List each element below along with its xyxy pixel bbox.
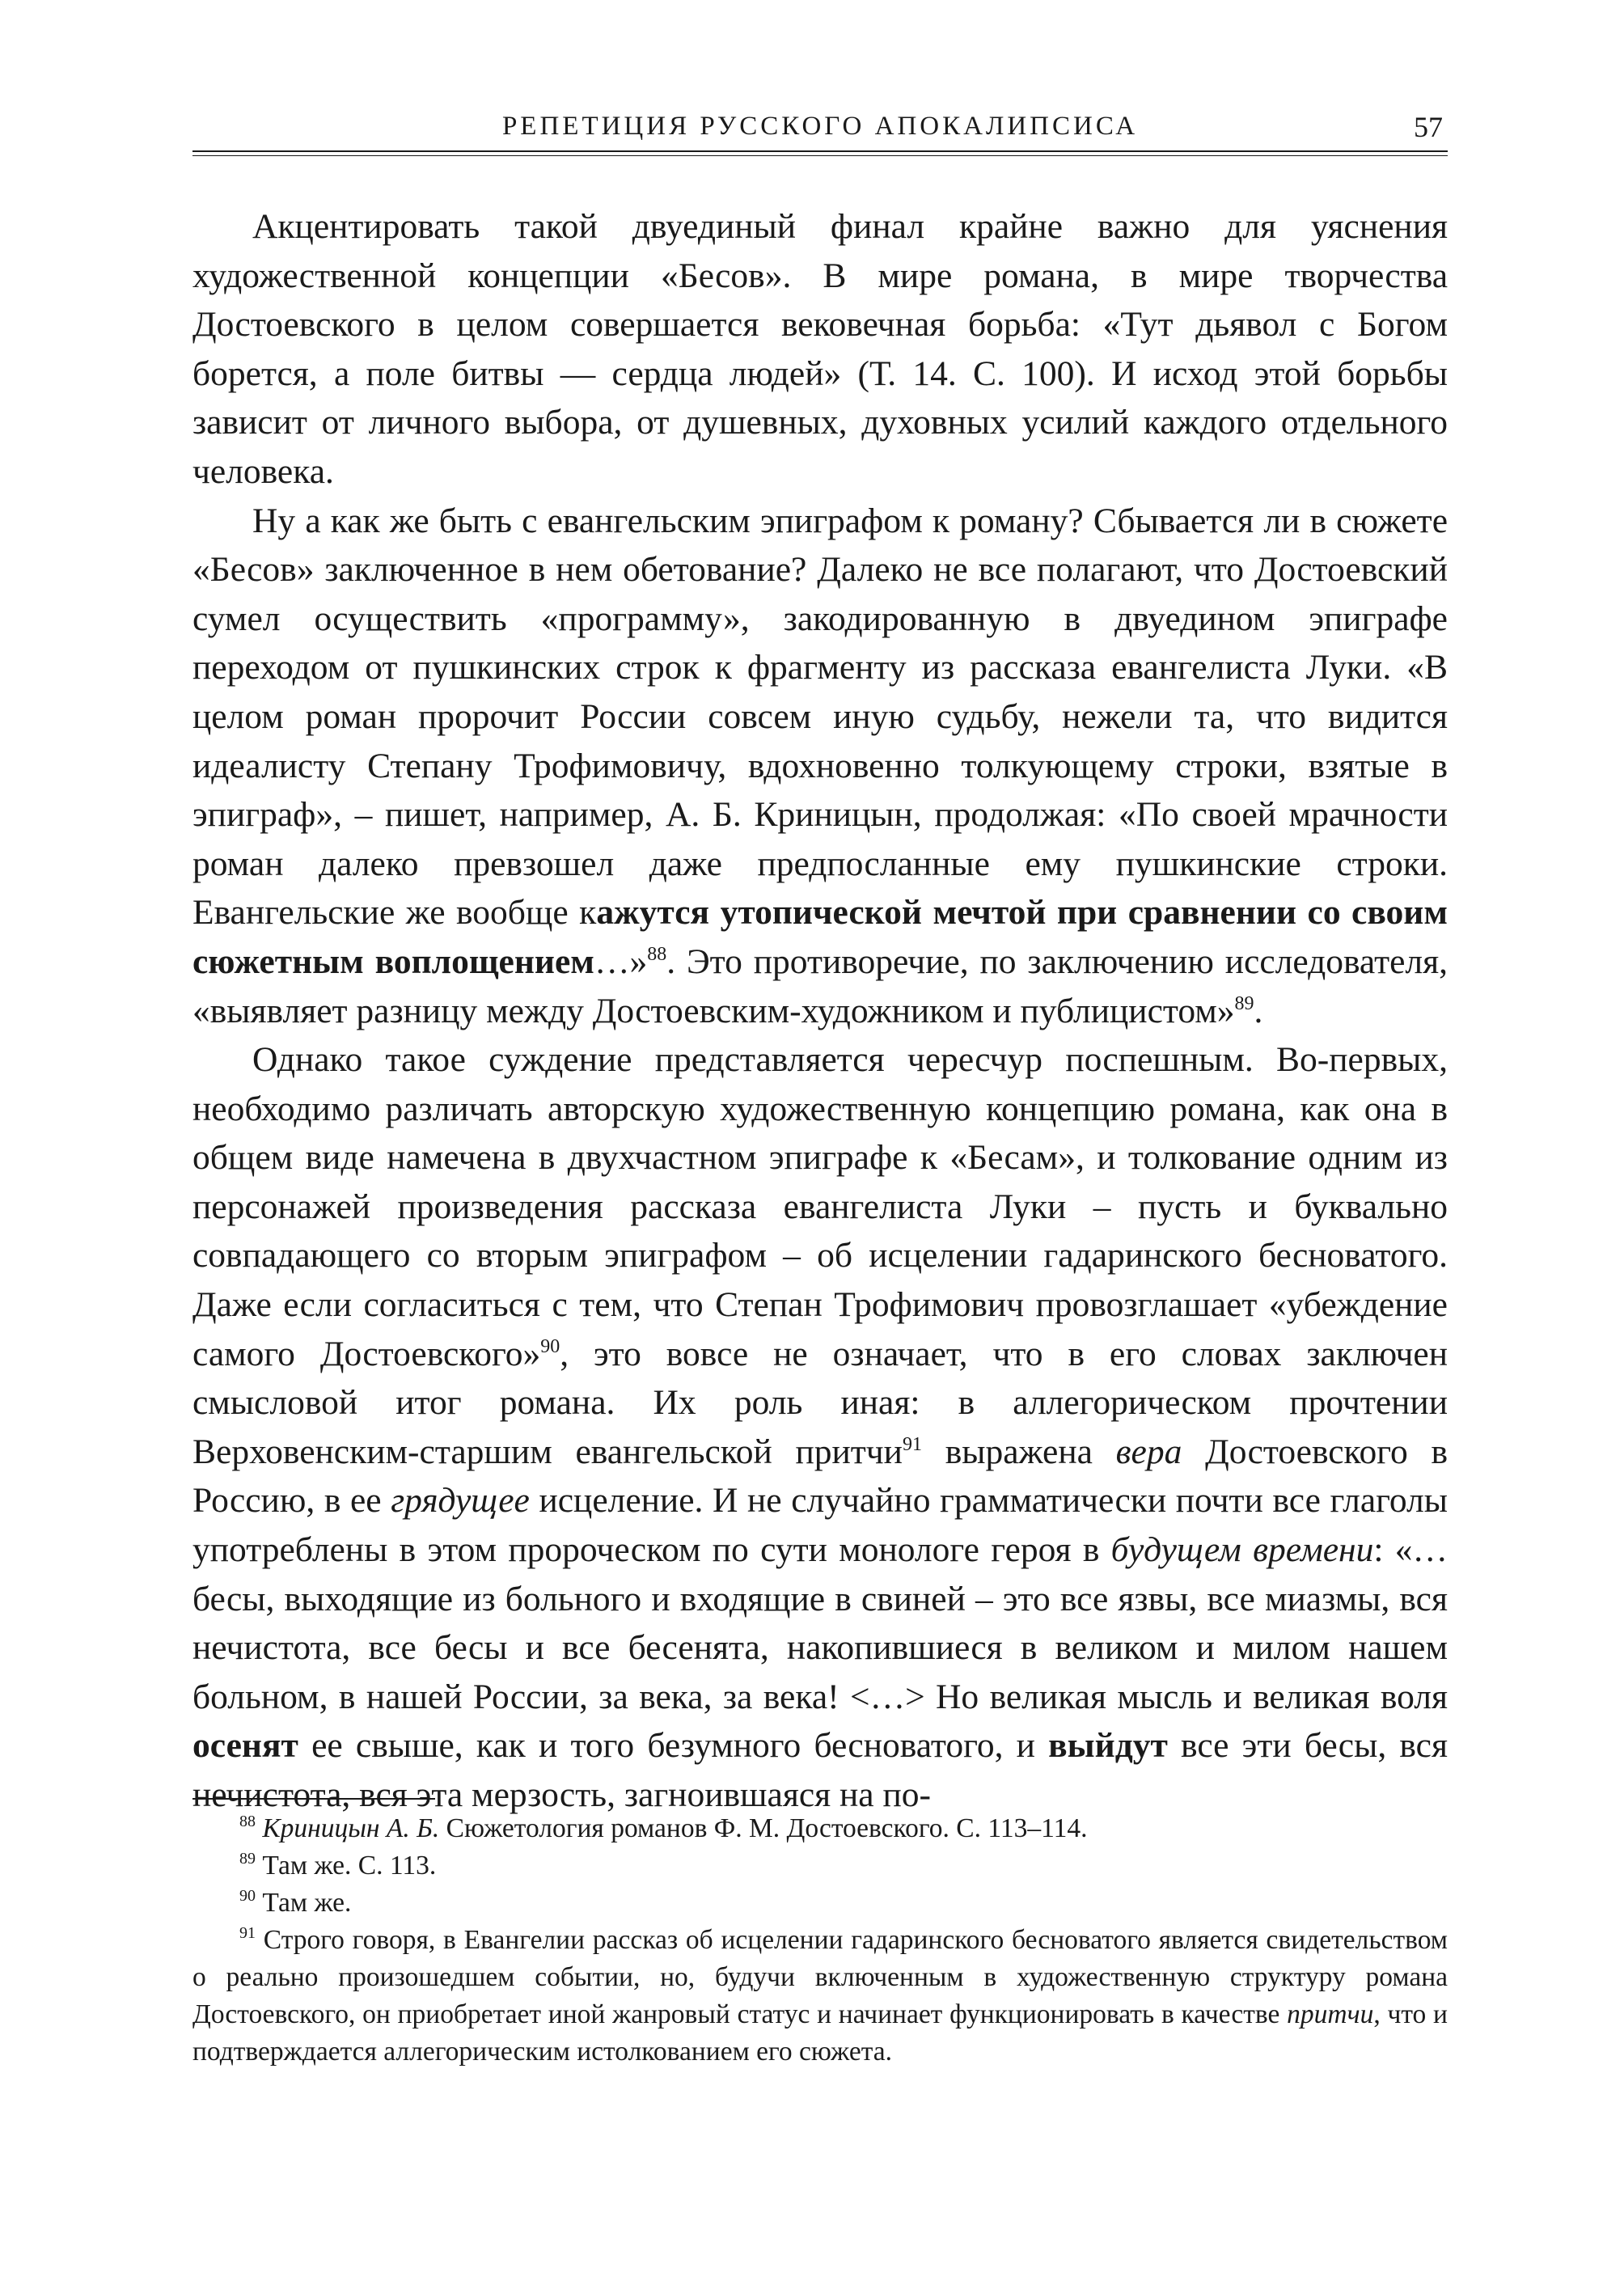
text-run: исцеление. И не случайно грамматически почти все глаголы употреблены в этом пророческом по сути монологе героя в bbox=[192, 1481, 1448, 1570]
footnote-89 bbox=[192, 1847, 1448, 1885]
text-run: …» bbox=[594, 941, 648, 981]
footnote-marker: 88 bbox=[239, 1813, 256, 1830]
footnote-90 bbox=[192, 1885, 1448, 1922]
footnote-91 bbox=[192, 1922, 1448, 2071]
header-rule bbox=[192, 155, 1448, 156]
running-title: РЕПЕТИЦИЯ РУССКОГО АПОКАЛИПСИСА bbox=[501, 112, 1139, 141]
paragraph-3 bbox=[192, 1035, 1448, 1820]
italic-emphasis: Криницын А. Б. bbox=[262, 1813, 440, 1843]
main-text bbox=[192, 202, 1448, 1820]
text-run: Однако такое суждение представляется чересчур поспешным. Во-первых, необходимо различать авторскую художественную концепцию романа, как она в общем виде намечена в двухчастном эпиграфе к «Бесам», и толкование одним из персонажей произведения рассказа евангелиста Луки – пусть и буквально совпадающего со вторым эпиграфом – об исцелении гадаринского бесноватого. Даже если согласиться с тем, что Степан Трофимович провозглашает «убеждение самого Достоевского» bbox=[192, 1040, 1448, 1373]
italic-emphasis: вера bbox=[1115, 1432, 1182, 1471]
bold-emphasis: осенят bbox=[192, 1726, 298, 1766]
text-run: Достоевского в Россию, в ее bbox=[192, 1432, 1448, 1521]
text-run: Там же. С. 113. bbox=[256, 1851, 437, 1881]
bold-emphasis: выйдут bbox=[1048, 1726, 1168, 1766]
italic-emphasis: будущем времени bbox=[1110, 1530, 1374, 1570]
text-run: Строго говоря, в Евангелии рассказ об исцелении гадаринского бесноватого является свидетельством о реально произошедшем событии, но, будучи включенным в художественную структуру романа Достоевского, он приобретает иной жанровый статус и начинает функционировать в качестве bbox=[192, 1925, 1448, 2029]
page-number: 57 bbox=[1414, 111, 1443, 143]
footnote-marker: 91 bbox=[902, 1433, 922, 1455]
footnotes bbox=[192, 1810, 1448, 2071]
paragraph-2 bbox=[192, 497, 1448, 1036]
text-run: Сюжетология романов Ф. М. Достоевского. С. 113–114. bbox=[439, 1813, 1088, 1843]
italic-emphasis: грядущее bbox=[391, 1481, 530, 1521]
running-head bbox=[192, 107, 1448, 152]
footnote-marker: 91 bbox=[239, 1924, 256, 1942]
italic-emphasis: притчи bbox=[1287, 1999, 1374, 2029]
text-run: Акцентировать такой двуединый финал крайне важно для уяснения художественной концепции «Бесов». В мире романа, в мире творчества Достоевского в целом совершается вековечная борьба: «Тут дьявол с Богом борется, а поле битвы — сердца людей» (Т. 14. С. 100). И исход этой борьбы зависит от личного выбора, от душевных, духовных усилий каждого отдельного человека. bbox=[192, 207, 1448, 491]
text-run: : «…бесы, выходящие из больного и входящие в свиней – это все язвы, все миазмы, вся нечистота, все бесы и все бесенята, накопившиеся в великом и милом нашем больном, в нашей России, за века, за века! <…> Но великая мысль и великая воля bbox=[192, 1530, 1448, 1716]
bold-emphasis: ажутся утопической мечтой при сравнении со своим сюжетным воплощением bbox=[192, 893, 1448, 981]
text-run: , это вовсе не означает, что в его словах заключен смысловой итог романа. Их роль иная: в аллегорическом прочтении Верховенским-старшим евангельской притчи bbox=[192, 1334, 1448, 1471]
footnote-marker: 89 bbox=[1234, 992, 1254, 1014]
footnote-rule bbox=[192, 1798, 435, 1800]
text-run: Ну а как же быть с евангельским эпиграфом к роману? Сбывается ли в сюжете «Бесов» заключенное в нем обетование? Далеко не все полагают, что Достоевский сумел осуществить «программу», закодированную в двуедином эпиграфе переходом от пушкинских строк к фрагменту из рассказа евангелиста Луки. «В целом роман пророчит России совсем иную судьбу, нежели та, что видится идеалисту Степану Трофимовичу, вдохновенно толкующему строки, взятые в эпиграф», – пишет, например, А. Б. Криницын, продолжая: «По своей мрачности роман далеко превзошел даже предпосланные ему пушкинские строки. Евангельские же вообще к bbox=[192, 501, 1448, 933]
text-run: . bbox=[1254, 991, 1263, 1030]
footnote-marker: 88 bbox=[647, 943, 667, 965]
footnote-marker: 89 bbox=[239, 1850, 256, 1868]
text-run: все эти бесы, вся нечистота, вся эта мерзость, загноившаяся на по- bbox=[192, 1726, 1448, 1814]
text-run: ее свыше, как и того безумного бесноватого, и bbox=[298, 1726, 1049, 1766]
text-run: Там же. bbox=[256, 1888, 352, 1918]
footnote-88 bbox=[192, 1810, 1448, 1847]
text-run: , что и подтверждается аллегорическим истолкованием его сюжета. bbox=[192, 1999, 1448, 2067]
footnote-marker: 90 bbox=[540, 1335, 560, 1357]
paragraph-1 bbox=[192, 202, 1448, 497]
text-run: выражена bbox=[921, 1432, 1116, 1471]
text-run: . Это противоречие, по заключению исследователя, «выявляет разницу между Достоевским-художником и публицистом» bbox=[192, 941, 1448, 1030]
footnote-marker: 90 bbox=[239, 1887, 256, 1905]
